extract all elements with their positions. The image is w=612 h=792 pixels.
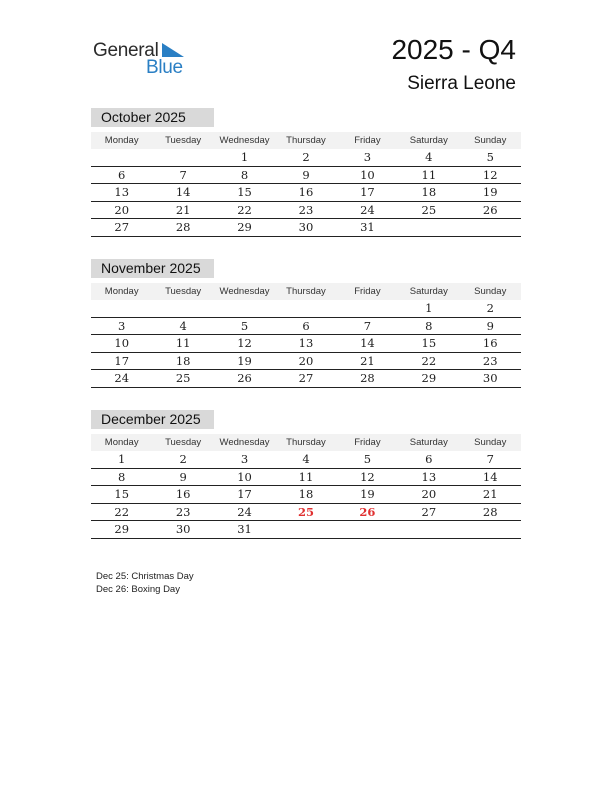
day-cell: 3 (118, 318, 126, 333)
weekday-header (91, 132, 521, 149)
day-cell: 18 (421, 185, 437, 199)
weekday-label: Tuesday (165, 286, 202, 297)
day-cell: 29 (114, 522, 130, 536)
day-cell (275, 521, 336, 538)
week-row (91, 219, 521, 237)
day-cell: 11 (175, 336, 191, 350)
day-cell: 24 (360, 202, 375, 217)
day-cell: 25 (175, 371, 191, 385)
week-row (91, 318, 521, 336)
weekday-header (91, 434, 521, 451)
day-cell: 30 (175, 522, 191, 536)
month-title: November 2025 (91, 259, 214, 278)
weekday-label: Friday (354, 286, 381, 297)
day-cell: 12 (237, 336, 252, 350)
day-cell (91, 149, 152, 166)
day-cell: 4 (302, 452, 310, 466)
day-cell (460, 219, 521, 236)
holiday-day-cell: 25 (297, 504, 314, 519)
day-cell: 22 (237, 202, 252, 217)
day-cell: 13 (298, 336, 314, 350)
day-cell: 12 (482, 167, 498, 182)
weekday-label: Thursday (286, 286, 326, 297)
day-cell: 6 (118, 167, 126, 182)
day-cell: 8 (425, 318, 433, 333)
day-cell: 19 (360, 487, 375, 501)
month-title: December 2025 (91, 410, 214, 429)
day-cell: 19 (237, 353, 252, 368)
day-cell: 2 (486, 301, 494, 315)
day-cell: 21 (175, 202, 191, 217)
day-cell (275, 300, 336, 317)
day-cell: 23 (175, 504, 191, 519)
week-row (91, 353, 521, 371)
day-cell: 27 (298, 371, 314, 385)
week-row (91, 451, 521, 469)
day-cell: 22 (114, 504, 130, 519)
day-cell: 28 (175, 220, 191, 234)
day-cell: 15 (237, 185, 252, 199)
day-cell: 9 (179, 469, 187, 484)
month-november (91, 259, 521, 388)
day-cell: 10 (360, 167, 375, 182)
day-cell: 5 (363, 452, 372, 466)
day-cell: 19 (482, 185, 498, 199)
week-row (91, 504, 521, 522)
day-cell: 28 (482, 504, 498, 519)
week-row (91, 184, 521, 202)
day-cell (337, 521, 398, 538)
day-cell: 13 (421, 469, 437, 484)
day-cell: 6 (302, 318, 310, 333)
day-cell: 5 (486, 150, 494, 164)
holiday-day-cell: 26 (359, 504, 376, 519)
page-title: 2025 - Q4 (391, 34, 516, 65)
day-cell: 17 (360, 185, 375, 199)
day-cell: 7 (486, 452, 494, 466)
weekday-label: Tuesday (165, 437, 202, 448)
day-cell: 23 (298, 202, 314, 217)
weekday-label: Sunday (474, 437, 507, 448)
logo-word-blue: Blue (146, 57, 183, 78)
weekday-label: Saturday (409, 286, 448, 297)
holiday-note: Dec 25: Christmas Day (96, 571, 194, 582)
day-cell: 3 (363, 150, 372, 164)
weekday-label: Tuesday (165, 135, 202, 146)
day-cell: 10 (237, 469, 252, 484)
weekday-header (91, 283, 521, 300)
day-cell: 20 (114, 202, 130, 217)
day-cell: 14 (175, 185, 191, 199)
day-cell: 30 (482, 371, 498, 385)
holiday-notes (96, 570, 194, 596)
week-row (91, 300, 521, 318)
day-cell (152, 300, 213, 317)
day-cell: 24 (237, 504, 252, 519)
day-cell: 14 (360, 336, 375, 350)
day-cell: 31 (360, 220, 375, 234)
week-row (91, 202, 521, 220)
week-row (91, 486, 521, 504)
day-cell: 15 (114, 487, 130, 501)
week-row (91, 149, 521, 167)
day-cell: 27 (421, 504, 437, 519)
week-row (91, 335, 521, 353)
day-cell: 7 (363, 318, 372, 333)
day-cell: 23 (482, 353, 498, 368)
month-december (91, 410, 521, 539)
month-grid (91, 300, 521, 388)
month-october (91, 108, 521, 237)
day-cell (398, 521, 459, 538)
holiday-note: Dec 26: Boxing Day (96, 584, 180, 595)
day-cell: 18 (298, 487, 314, 501)
day-cell: 4 (425, 150, 433, 164)
day-cell: 15 (421, 336, 437, 350)
weekday-label: Thursday (286, 135, 326, 146)
day-cell: 21 (360, 353, 375, 368)
day-cell: 31 (237, 522, 252, 536)
weekday-label: Monday (104, 286, 139, 297)
day-cell (398, 219, 459, 236)
day-cell: 9 (302, 167, 310, 182)
day-cell (91, 300, 152, 317)
day-cell: 8 (118, 469, 126, 484)
day-cell: 24 (114, 371, 130, 385)
day-cell: 5 (240, 318, 249, 333)
week-row (91, 521, 521, 539)
day-cell: 17 (114, 353, 130, 368)
month-grid (91, 149, 521, 237)
day-cell: 16 (298, 185, 314, 199)
day-cell: 11 (421, 167, 437, 182)
country-name: Sierra Leone (407, 73, 516, 94)
day-cell: 29 (237, 220, 252, 234)
weekday-label: Saturday (409, 135, 448, 146)
day-cell: 9 (486, 318, 494, 333)
day-cell: 3 (240, 452, 249, 466)
day-cell (460, 521, 521, 538)
weekday-label: Monday (104, 135, 139, 146)
day-cell: 8 (240, 167, 249, 182)
day-cell: 18 (175, 353, 191, 368)
day-cell: 2 (302, 150, 310, 164)
weekday-label: Sunday (474, 135, 507, 146)
day-cell: 27 (114, 220, 130, 234)
day-cell: 4 (179, 318, 187, 333)
day-cell (152, 149, 213, 166)
weekday-label: Saturday (409, 437, 448, 448)
weekday-label: Monday (104, 437, 139, 448)
week-row (91, 167, 521, 185)
day-cell: 1 (118, 452, 126, 466)
day-cell: 26 (482, 202, 498, 217)
day-cell (337, 300, 398, 317)
day-cell: 10 (114, 336, 130, 350)
day-cell: 6 (425, 452, 433, 466)
day-cell: 11 (298, 469, 314, 484)
day-cell: 16 (175, 487, 191, 501)
weekday-label: Sunday (474, 286, 507, 297)
weekday-label: Wednesday (219, 286, 270, 297)
day-cell: 20 (298, 353, 314, 368)
week-row (91, 469, 521, 487)
day-cell: 25 (421, 202, 437, 217)
day-cell: 13 (114, 185, 130, 199)
month-title: October 2025 (91, 108, 214, 127)
day-cell: 17 (237, 487, 252, 501)
weekday-label: Wednesday (219, 437, 270, 448)
month-grid (91, 451, 521, 539)
day-cell: 28 (360, 371, 375, 385)
day-cell: 12 (360, 469, 375, 484)
weekday-label: Thursday (286, 437, 326, 448)
day-cell: 1 (425, 301, 433, 315)
day-cell: 21 (482, 487, 498, 501)
weekday-label: Wednesday (219, 135, 270, 146)
generalblue-logo (93, 40, 193, 80)
day-cell (214, 300, 275, 317)
weekday-label: Friday (354, 135, 381, 146)
day-cell: 16 (482, 336, 498, 350)
day-cell: 29 (421, 371, 437, 385)
day-cell: 14 (482, 469, 498, 484)
weekday-label: Friday (354, 437, 381, 448)
day-cell: 22 (421, 353, 437, 368)
day-cell: 2 (179, 452, 187, 466)
day-cell: 1 (240, 150, 249, 164)
day-cell: 20 (421, 487, 437, 501)
day-cell: 30 (298, 220, 314, 234)
day-cell: 26 (237, 371, 252, 385)
week-row (91, 370, 521, 388)
logo-word-general: General (93, 40, 159, 61)
day-cell: 7 (179, 167, 187, 182)
